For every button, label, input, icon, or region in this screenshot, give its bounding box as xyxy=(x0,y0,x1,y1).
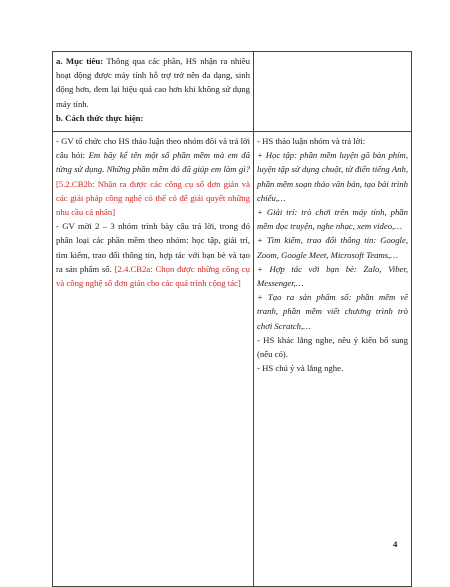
method-heading: b. Cách thức thực hiện: xyxy=(56,112,144,123)
objective-label: a. Mục tiêu: xyxy=(56,56,104,66)
competency-code-2: [2.4.CB2a: Chọn được những công cụ và công nghệ số đơn giản cho các quá trình cộng tác] xyxy=(56,263,251,289)
student-activity-cell xyxy=(254,132,412,587)
objective-empty-cell xyxy=(254,52,412,132)
teacher-step-2-text: - GV mời 2 – 3 nhóm trình bày câu trả lời, trong đó phân loại các phần mềm theo nhóm: học tập, giải trí, tìm kiếm, trao đổi thông tin, hợp tác với bạn bè và tạo ra sản phẩm số. xyxy=(56,221,250,274)
objective-paragraph xyxy=(56,54,250,111)
student-line-create: + Tạo ra sản phẩm số: phần mềm vẽ tranh, phần mềm viết chương trình trò chơi Scratch,… xyxy=(257,292,408,331)
activity-row xyxy=(53,132,412,587)
teacher-step-1-text: - GV tổ chức cho HS thảo luận theo nhóm đôi và trả lời câu hỏi: xyxy=(56,136,250,161)
student-line-discuss: - HS thảo luận nhóm và trả lời: xyxy=(257,136,366,146)
objective-row xyxy=(53,52,412,132)
teacher-question: Em hãy kể tên một số phần mềm mà em đã từng sử dụng. Những phần mềm đó đã giúp em làm gì? xyxy=(56,150,250,175)
teacher-step-2 xyxy=(56,219,250,290)
objective-text: Thông qua các phần, HS nhận ra nhiều hoạt động được máy tính hỗ trợ trở nên đa dạng, sinh động hơn, đem lại hiệu quả cao hơn khi không sử dụng máy tính. xyxy=(56,56,250,109)
student-line-listen: - HS chú ý và lắng nghe. xyxy=(257,363,344,374)
student-line-entertainment: + Giải trí: trò chơi trên máy tính, phần mềm đọc truyện, nghe nhạc, xem video,… xyxy=(257,207,408,232)
teacher-step-1 xyxy=(56,134,250,219)
student-line-feedback: - HS khác lắng nghe, nêu ý kiến bổ sung (nếu có). xyxy=(257,334,408,360)
student-line-search: + Tìm kiếm, trao đổi thông tin: Google, Zoom, Google Meet, Microsoft Teams,… xyxy=(257,235,408,260)
page-number: 4 xyxy=(393,539,398,549)
lesson-table xyxy=(52,51,412,587)
teacher-activity-cell xyxy=(53,132,254,587)
student-line-study: + Học tập: phần mềm luyện gõ bàn phím, luyện tập sử dụng chuột, từ điển tiếng Anh, phần mềm soạn thảo văn bản, tạo bài trình chiếu,… xyxy=(257,150,408,203)
student-line-collaborate: + Hợp tác với bạn bè: Zalo, Viber, Messenger,… xyxy=(257,263,408,289)
competency-code-1: [5.2.CB2b: Nhận ra được các công cụ số đơn giản và các giải pháp công nghệ có thể có để giải quyết những nhu cầu cá nhân] xyxy=(56,178,250,218)
objective-cell xyxy=(53,52,254,132)
